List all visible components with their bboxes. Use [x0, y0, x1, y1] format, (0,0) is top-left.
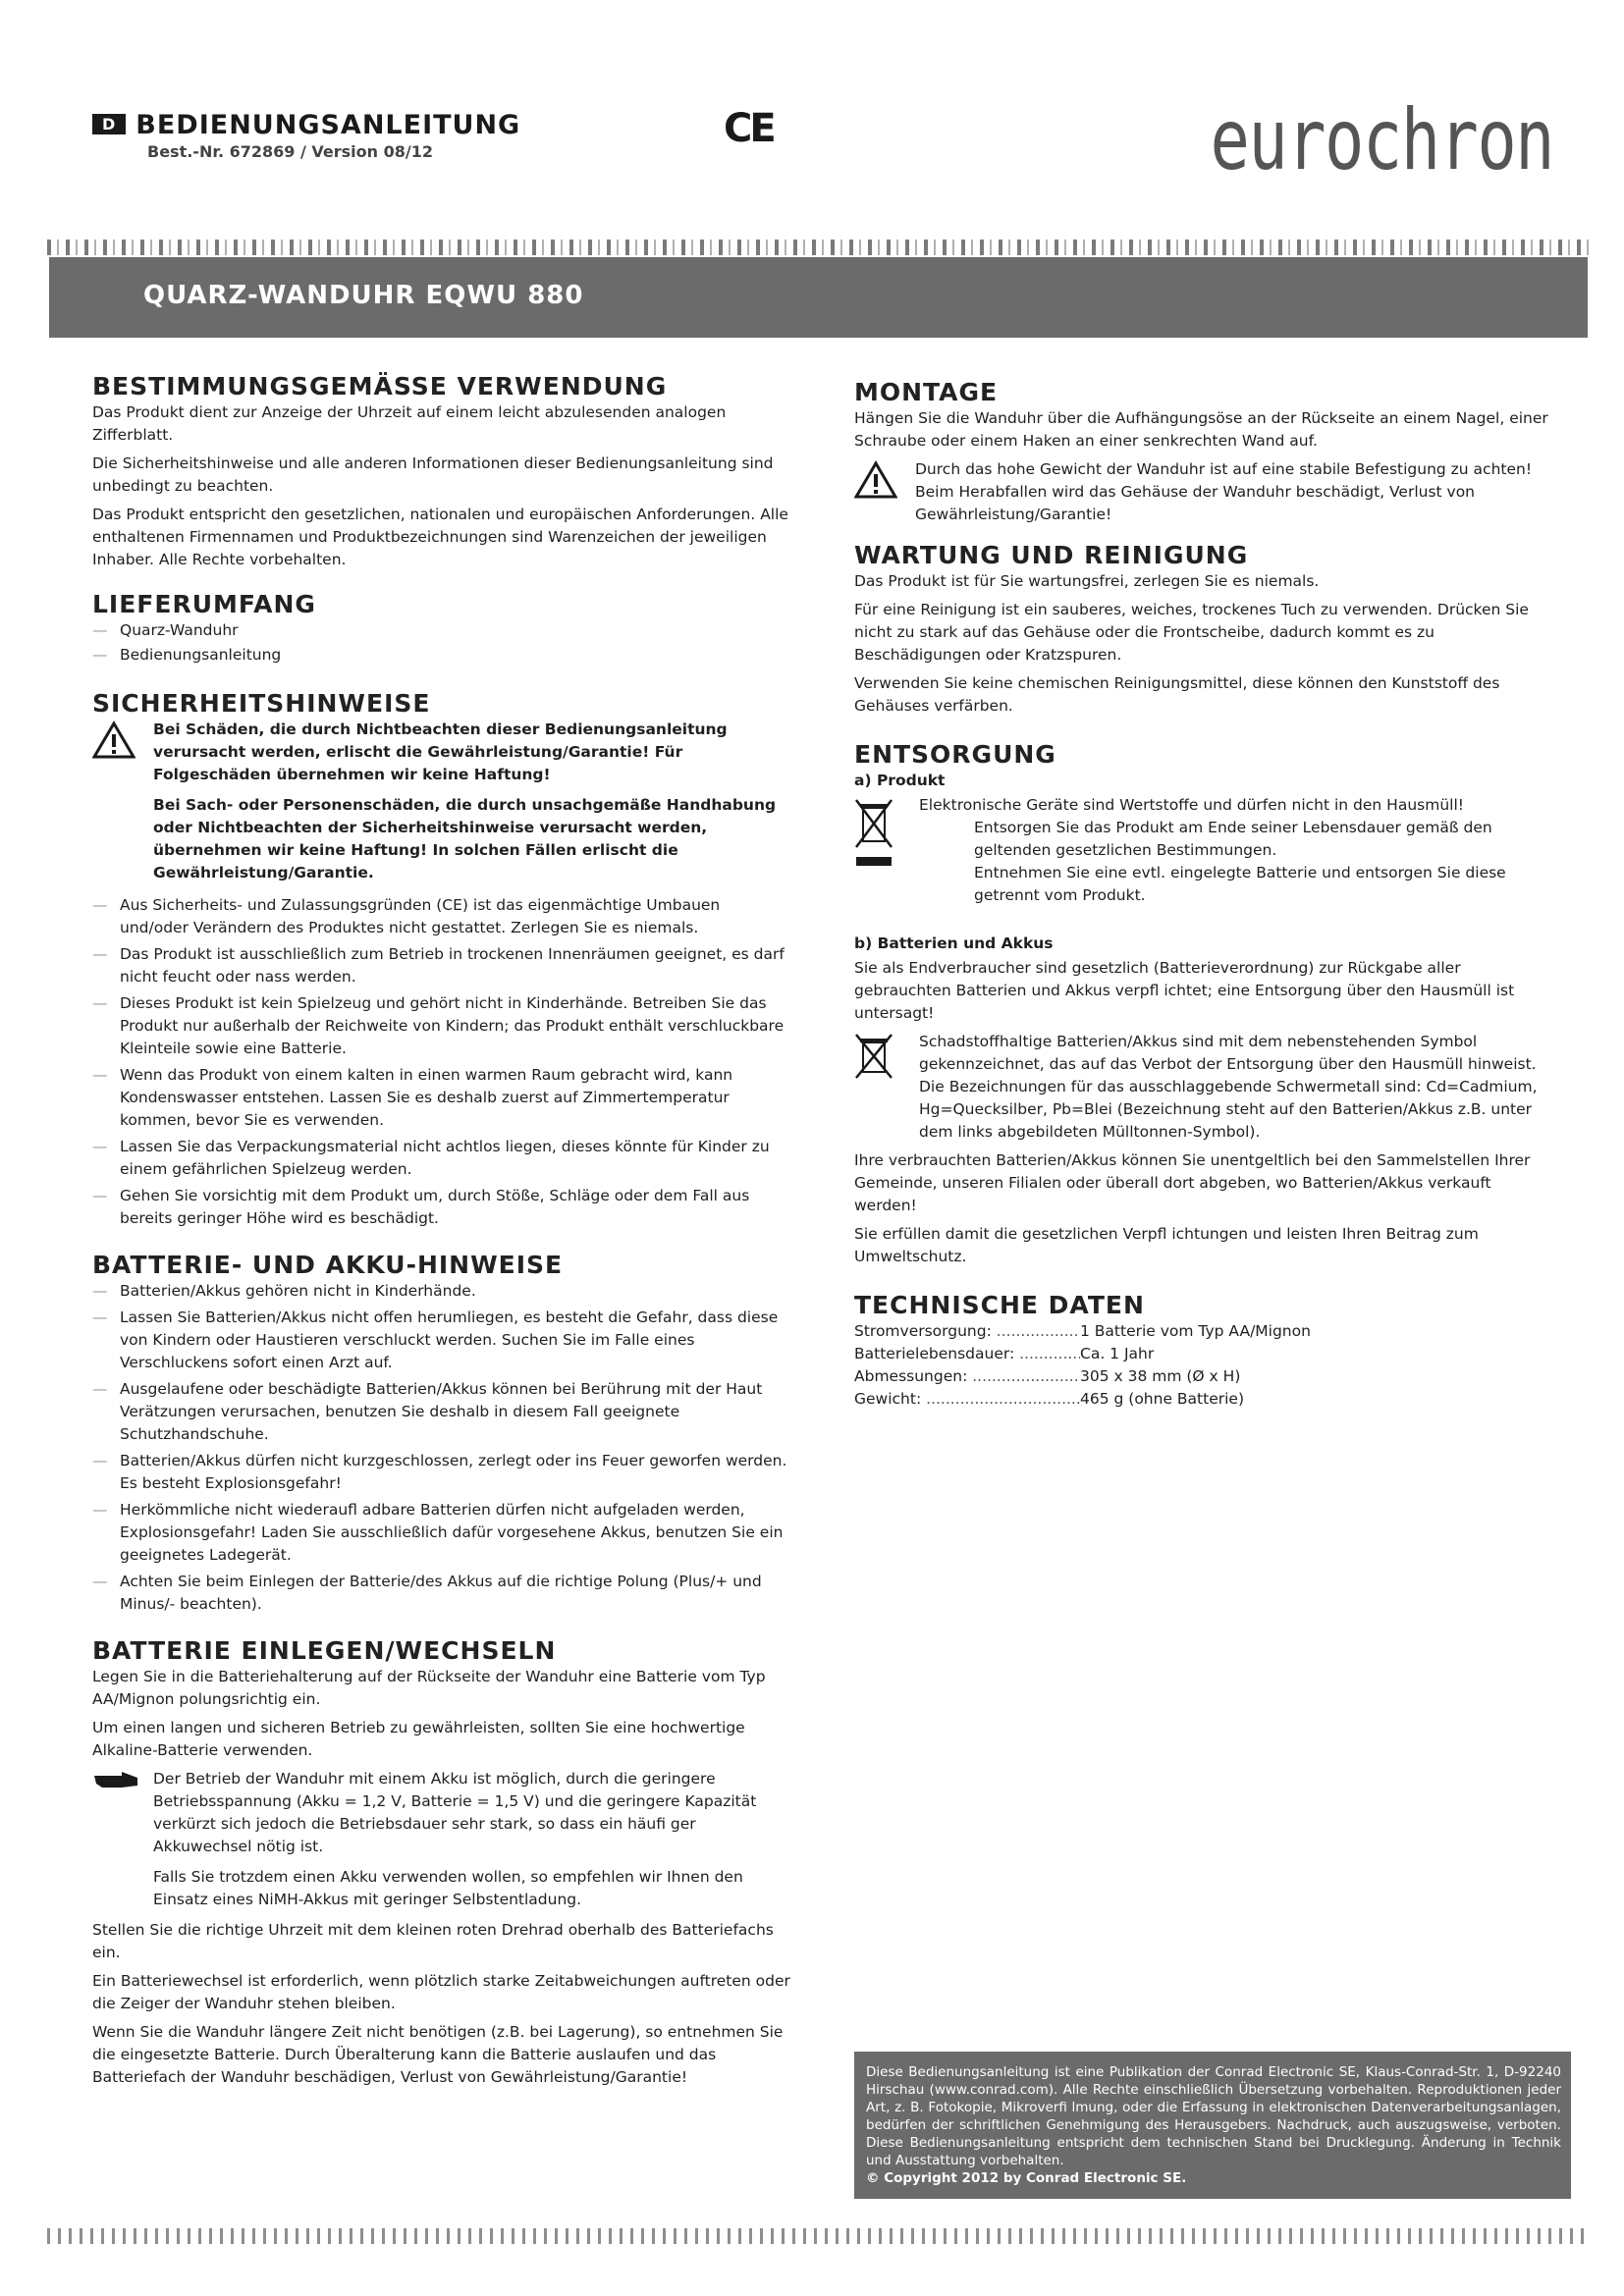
subheading-product: a) Produkt — [854, 772, 946, 789]
list-item: — Ausgelaufene oder beschädigte Batterien/Akkus können bei Berührung mit der Haut Verätzungen verursachen, benutzen Sie deshalb in diesem Fall geeignete Schutzhandschuhe. — [92, 1378, 791, 1446]
heading-maintenance: WARTUNG UND REINIGUNG — [854, 541, 1249, 569]
list-item: — Quarz-Wanduhr — [92, 619, 791, 642]
tech-value: Ca. 1 Jahr — [1080, 1345, 1155, 1362]
warning-triangle-icon — [854, 460, 897, 507]
tech-row — [854, 1343, 1549, 1365]
heading-intended-use: BESTIMMUNGSGEMÄSSE VERWENDUNG — [92, 372, 668, 400]
paragraph: Die Sicherheitshinweise und alle anderen Informationen dieser Bedienungsanleitung sind unbedingt zu beachten. — [92, 454, 774, 495]
warning-text: Bei Schäden, die durch Nichtbeachten dieser Bedienungsanleitung verursacht werden, erlischt die Gewährleistung/Garantie! Für Folgeschäden übernehmen wir keine Haftung! — [153, 721, 728, 783]
tech-key: Abmessungen: ..... — [854, 1365, 1080, 1388]
heading-mounting: MONTAGE — [854, 378, 999, 406]
paragraph: Elektronische Geräte sind Wertstoffe und dürfen nicht in den Hausmüll! — [919, 796, 1464, 814]
subheading-batteries: b) Batterien und Akkus — [854, 934, 1054, 952]
heading-tech: TECHNISCHE DATEN — [854, 1291, 1145, 1319]
crossed-bin-icon — [854, 798, 893, 878]
paragraph: Hängen Sie die Wanduhr über die Aufhängungsöse an der Rückseite an einem Nagel, einer Schraube oder einem Haken an einer senkrechten Wand auf. — [854, 409, 1548, 450]
right-column — [854, 378, 1549, 1411]
paragraph: Sie als Endverbraucher sind gesetzlich (Batterieverordnung) zur Rückgabe aller gebrauchten Batterien und Akkus verpfl ichtet; eine Entsorgung über den Hausmüll ist untersagt! — [854, 959, 1515, 1022]
tech-key: Gewicht: ..... — [854, 1388, 1080, 1411]
language-badge: D — [92, 114, 126, 134]
doc-title-text: BEDIENUNGSANLEITUNG — [135, 110, 521, 140]
pointing-hand-icon — [92, 1768, 141, 1798]
paragraph: Verwenden Sie keine chemischen Reinigungsmittel, diese können den Kunststoff des Gehäuses verfärben. — [854, 674, 1500, 715]
imprint-text: Diese Bedienungsanleitung ist eine Publikation der Conrad Electronic SE, Klaus-Conrad-Str. 1, D-92240 Hirschau (www.conrad.com). Alle Rechte einschließlich Übersetzung vorbehalten. Reproduktionen jeder Art, z. B. Fotokopie, Mikroverfi lmung, oder die Erfassung in elektronischen Datenverarbeitungsanlagen, bedürfen der schriftlichen Genehmigung des Herausgebers. Nachdruck, auch auszugsweise, verboten. Diese Bedienungsanleitung entspricht dem technischen Stand bei Drucklegung. Änderung in Technik und Ausstattung vorbehalten. — [866, 2064, 1561, 2168]
list-item: — Batterien/Akkus gehören nicht in Kinderhände. — [92, 1280, 791, 1303]
paragraph: Stellen Sie die richtige Uhrzeit mit dem kleinen roten Drehrad oberhalb des Batteriefachs ein. — [92, 1921, 774, 1961]
paragraph: Das Produkt ist für Sie wartungsfrei, zerlegen Sie es niemals. — [854, 572, 1320, 590]
paragraph: Schadstoffhaltige Batterien/Akkus sind mit dem nebenstehenden Symbol gekennzeichnet, das auf das Verbot der Entsorgung über den Hausmüll hinweist. Die Bezeichnungen für das ausschlaggebende Schwermetall sind: Cd=Cadmium, Hg=Quecksilber, Pb=Blei (Bezeichnung steht auf den Batterien/Akkus z.B. unter dem links abgebildeten Mülltonnen-Symbol). — [919, 1033, 1538, 1141]
heading-scope: LIEFERUMFANG — [92, 590, 316, 618]
heading-battery-notes: BATTERIE- UND AKKU-HINWEISE — [92, 1251, 564, 1279]
top-ruler — [47, 240, 1589, 255]
list-item: — Herkömmliche nicht wiederaufl adbare Batterien dürfen nicht aufgeladen werden, Explosionsgefahr! Laden Sie ausschließlich dafür vorgesehene Akkus, benutzen Sie ein geeignetes Ladegerät. — [92, 1499, 791, 1567]
paragraph: Ihre verbrauchten Batterien/Akkus können Sie unentgeltlich bei den Sammelstellen Ihrer Gemeinde, unseren Filialen oder überall dort abgeben, wo Batterien/Akkus verkauft werden! — [854, 1151, 1531, 1214]
order-number: Best.-Nr. 672869 / Version 08/12 — [147, 142, 433, 161]
paragraph: Sie erfüllen damit die gesetzlichen Verpfl ichtungen und leisten Ihren Beitrag zum Umweltschutz. — [854, 1225, 1479, 1265]
brand-logo: eurochron — [1210, 91, 1553, 189]
paragraph: Das Produkt entspricht den gesetzlichen, nationalen und europäischen Anforderungen. Alle enthaltenen Firmennamen und Produktbezeichnungen sind Warenzeichen der jeweiligen Inhaber. Alle Rechte vorbehalten. — [92, 506, 788, 568]
tech-value: 305 x 38 mm (Ø x H) — [1080, 1367, 1241, 1385]
ce-mark: CE — [724, 106, 774, 151]
paragraph: Entnehmen Sie eine evtl. eingelegte Batterie und entsorgen Sie diese getrennt vom Produkt. — [974, 864, 1506, 904]
heading-safety: SICHERHEITSHINWEISE — [92, 689, 431, 718]
list-item: — Achten Sie beim Einlegen der Batterie/des Akkus auf die richtige Polung (Plus/+ und Minus/- beachten). — [92, 1571, 791, 1616]
tech-key: Stromversorgung: ..... — [854, 1320, 1080, 1343]
safety-warning-2: Bei Sach- oder Personenschäden, die durch unsachgemäße Handhabung oder Nichtbeachten der Sicherheitshinweise verursacht werden, übernehmen wir keine Haftung! In solchen Fällen erlischt die Gewährleistung/Garantie. — [153, 796, 777, 881]
paragraph: Entsorgen Sie das Produkt am Ende seiner Lebensdauer gemäß den geltenden gesetzlichen Bestimmungen. — [974, 819, 1492, 859]
tech-row — [854, 1320, 1549, 1343]
tech-key: Batterielebensdauer: ..... — [854, 1343, 1080, 1365]
heading-battery-change: BATTERIE EINLEGEN/WECHSELN — [92, 1636, 557, 1665]
battery-note-1 — [92, 1768, 791, 1858]
crossed-bin-battery-icon — [854, 1033, 893, 1089]
list-item: — Wenn das Produkt von einem kalten in einen warmen Raum gebracht wird, kann Kondenswasser entstehen. Lassen Sie es deshalb zuerst auf Zimmertemperatur kommen, bevor Sie es verwenden. — [92, 1064, 791, 1132]
note-text: Der Betrieb der Wanduhr mit einem Akku ist möglich, durch die geringere Betriebsspannung (Akku = 1,2 V, Batterie = 1,5 V) und die geringere Kapazität verkürzt sich jedoch die Betriebsdauer sehr stark, so dass ein häufi ger Akkuwechsel nötig ist. — [153, 1770, 757, 1855]
warning-text: Durch das hohe Gewicht der Wanduhr ist auf eine stabile Befestigung zu achten! Beim Herabfallen wird das Gehäuse der Wanduhr beschädigt, Verlust von Gewährleistung/Garantie! — [915, 460, 1533, 523]
safety-warning-1 — [92, 719, 791, 786]
list-item: — Das Produkt ist ausschließlich zum Betrieb in trockenen Innenräumen geeignet, es darf nicht feucht oder nass werden. — [92, 943, 791, 988]
paragraph: Legen Sie in die Batteriehalterung auf der Rückseite der Wanduhr eine Batterie vom Typ AA/Mignon polungsrichtig ein. — [92, 1668, 766, 1708]
list-item: — Dieses Produkt ist kein Spielzeug und gehört nicht in Kinderhände. Betreiben Sie das Produkt nur außerhalb der Reichweite von Kindern; das Produkt enthält verschluckbare Kleinteile sowie eine Batterie. — [92, 992, 791, 1060]
paragraph: Wenn Sie die Wanduhr längere Zeit nicht benötigen (z.B. bei Lagerung), so entnehmen Sie die eingesetzte Batterie. Durch Überalterung kann die Batterie auslaufen und das Batteriefach der Wanduhr beschädigen, Verlust von Gewährleistung/Garantie! — [92, 2023, 784, 2086]
heading-disposal: ENTSORGUNG — [854, 740, 1056, 769]
title-banner — [49, 257, 1588, 338]
tech-row — [854, 1388, 1549, 1411]
copyright-line: © Copyright 2012 by Conrad Electronic SE. — [866, 2170, 1187, 2186]
warning-triangle-icon — [92, 721, 135, 767]
list-item: — Lassen Sie das Verpackungsmaterial nicht achtlos liegen, dieses könnte für Kinder zu einem gefährlichen Spielzeug werden. — [92, 1136, 791, 1181]
left-column — [92, 372, 791, 2095]
mounting-warning — [854, 458, 1549, 526]
disposal-product-block — [854, 794, 1549, 907]
tech-value: 465 g (ohne Batterie) — [1080, 1390, 1245, 1408]
product-title: QUARZ-WANDUHR EQWU 880 — [143, 281, 584, 310]
paragraph: Um einen langen und sicheren Betrieb zu gewährleisten, sollten Sie eine hochwertige Alkaline-Batterie verwenden. — [92, 1719, 745, 1759]
tech-value: 1 Batterie vom Typ AA/Mignon — [1080, 1322, 1311, 1340]
paragraph: Ein Batteriewechsel ist erforderlich, wenn plötzlich starke Zeitabweichungen auftreten oder die Zeiger der Wanduhr stehen bleiben. — [92, 1972, 790, 2012]
battery-symbol-block — [854, 1031, 1549, 1144]
doc-title — [92, 110, 520, 140]
battery-note-2: Falls Sie trotzdem einen Akku verwenden wollen, so empfehlen wir Ihnen den Einsatz eines NiMH-Akkus mit geringer Selbstentladung. — [153, 1868, 743, 1908]
list-item: — Aus Sicherheits- und Zulassungsgründen (CE) ist das eigenmächtige Umbauen und/oder Verändern des Produktes nicht gestattet. Zerlegen Sie es niemals. — [92, 894, 791, 939]
paragraph: Für eine Reinigung ist ein sauberes, weiches, trockenes Tuch zu verwenden. Drücken Sie nicht zu stark auf das Gehäuse oder die Frontscheibe, dadurch kommt es zu Beschädigungen oder Kratzspuren. — [854, 601, 1529, 664]
list-item: — Batterien/Akkus dürfen nicht kurzgeschlossen, zerlegt oder ins Feuer geworfen werden. Es besteht Explosionsgefahr! — [92, 1450, 791, 1495]
tech-row — [854, 1365, 1549, 1388]
list-item: — Bedienungsanleitung — [92, 644, 791, 667]
list-item: — Gehen Sie vorsichtig mit dem Produkt um, durch Stöße, Schläge oder dem Fall aus bereits geringer Höhe wird es beschädigt. — [92, 1185, 791, 1230]
paragraph: Das Produkt dient zur Anzeige der Uhrzeit auf einem leicht abzulesenden analogen Zifferblatt. — [92, 403, 727, 444]
bottom-ruler — [47, 2228, 1589, 2244]
imprint-box — [854, 2052, 1571, 2199]
document-header — [92, 110, 520, 161]
list-item: — Lassen Sie Batterien/Akkus nicht offen herumliegen, es besteht die Gefahr, dass diese von Kindern oder Haustieren verschluckt werden. Suchen Sie im Falle eines Verschluckens sofort einen Arzt auf. — [92, 1307, 791, 1374]
